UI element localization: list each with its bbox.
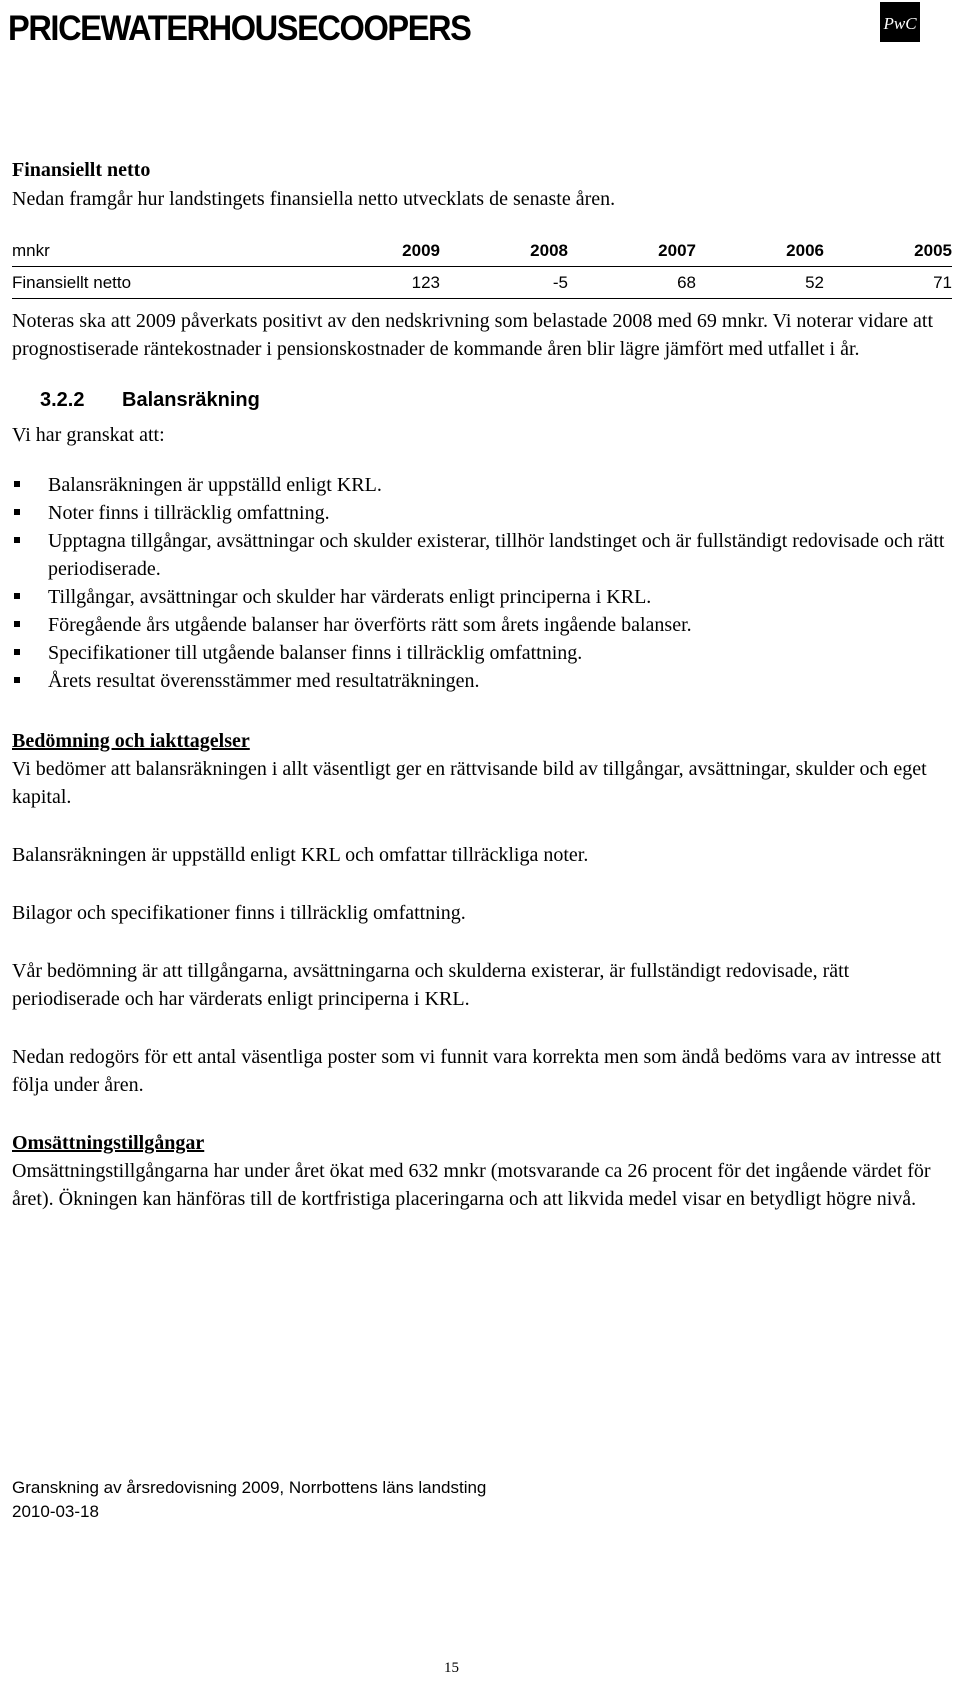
table-cell: 68 bbox=[677, 272, 696, 292]
subsection-title: Balansräkning bbox=[122, 389, 260, 411]
list-item: Årets resultat överensstämmer med resultaträkningen. bbox=[12, 667, 952, 695]
table-cell: 123 bbox=[411, 272, 440, 292]
assessment-paragraph: Bilagor och specifikationer finns i tillräcklig omfattning. bbox=[12, 902, 466, 924]
company-logo bbox=[8, 6, 505, 52]
list-item: Noter finns i tillräcklig omfattning. bbox=[12, 499, 952, 527]
list-item: Specifikationer till utgående balanser finns i tillräcklig omfattning. bbox=[12, 639, 952, 667]
table-header-cell: 2007 bbox=[658, 240, 696, 260]
section-heading-finansiellt-netto: Finansiellt netto bbox=[12, 159, 151, 181]
subsection-number: 3.2.2 bbox=[40, 389, 85, 411]
current-assets-heading: Omsättningstillgångar bbox=[12, 1132, 205, 1154]
page-footer bbox=[12, 1476, 486, 1524]
list-item: Tillgångar, avsättningar och skulder har värderats enligt principerna i KRL. bbox=[12, 583, 952, 611]
table-cell: 71 bbox=[933, 272, 952, 292]
section-note: Noteras ska att 2009 påverkats positivt av den nedskrivning som belastade 2008 med 69 mnkr. Vi noterar vidare att prognostiserade räntekostnader i pensionskostnader de kommande åren blir lägre jämfört med utfallet i år. bbox=[12, 310, 933, 360]
footer-date: 2010-03-18 bbox=[12, 1502, 99, 1521]
table-row bbox=[12, 267, 952, 299]
assessment-paragraph: Vår bedömning är att tillgångarna, avsättningarna och skulderna existerar, är fullständigt redovisade, rätt periodiserade och har värderats enligt principerna i KRL. bbox=[12, 960, 850, 1010]
logo-mark-text: PwC bbox=[883, 14, 917, 33]
assessment-heading: Bedömning och iakttagelser bbox=[12, 730, 250, 752]
review-checklist bbox=[12, 471, 952, 695]
table-header-cell: 2009 bbox=[402, 240, 440, 260]
logo-text: PRICEWATERHOUSECOOPERS bbox=[8, 9, 471, 48]
list-item: Balansräkningen är uppställd enligt KRL. bbox=[12, 471, 952, 499]
page-content bbox=[12, 156, 952, 1213]
current-assets-text: Omsättningstillgångarna har under året ökat med 632 mnkr (motsvarande ca 26 procent för det ingående värdet för året). Ökningen kan hänföras till de kortfristiga placeringarna och att likvida medel visar en betydligt högre nivå. bbox=[12, 1160, 931, 1210]
subsection-lead: Vi har granskat att: bbox=[12, 424, 165, 446]
page-number: 15 bbox=[444, 1660, 459, 1676]
assessment-paragraph: Nedan redogörs för ett antal väsentliga poster som vi funnit vara korrekta men som ändå bedöms vara av intresse att följa under åren. bbox=[12, 1046, 942, 1096]
table-row-label: Finansiellt netto bbox=[12, 272, 132, 292]
list-item: Upptagna tillgångar, avsättningar och skulder existerar, tillhör landstinget och är fullständigt redovisade och rätt periodiserade. bbox=[12, 527, 952, 583]
assessment-paragraph: Vi bedömer att balansräkningen i allt väsentligt ger en rättvisande bild av tillgångar, avsättningar, skulder och eget kapital. bbox=[12, 758, 927, 808]
table-header-cell: 2005 bbox=[914, 240, 952, 260]
assessment-paragraph: Balansräkningen är uppställd enligt KRL och omfattar tillräckliga noter. bbox=[12, 844, 589, 866]
table-header-cell: 2008 bbox=[530, 240, 568, 260]
table-header-cell: mnkr bbox=[12, 240, 50, 260]
list-item: Föregående års utgående balanser har överförts rätt som årets ingående balanser. bbox=[12, 611, 952, 639]
table-cell: -5 bbox=[552, 272, 568, 292]
table-header-cell: 2006 bbox=[786, 240, 824, 260]
subsection-heading bbox=[40, 385, 952, 415]
table-header-row bbox=[12, 235, 952, 267]
finansiellt-netto-table bbox=[12, 235, 952, 299]
table-cell: 52 bbox=[805, 272, 824, 292]
section-intro: Nedan framgår hur landstingets finansiella netto utvecklats de senaste åren. bbox=[12, 188, 616, 210]
pwc-emblem-icon bbox=[880, 2, 920, 42]
footer-title: Granskning av årsredovisning 2009, Norrbottens läns landsting bbox=[12, 1478, 487, 1497]
